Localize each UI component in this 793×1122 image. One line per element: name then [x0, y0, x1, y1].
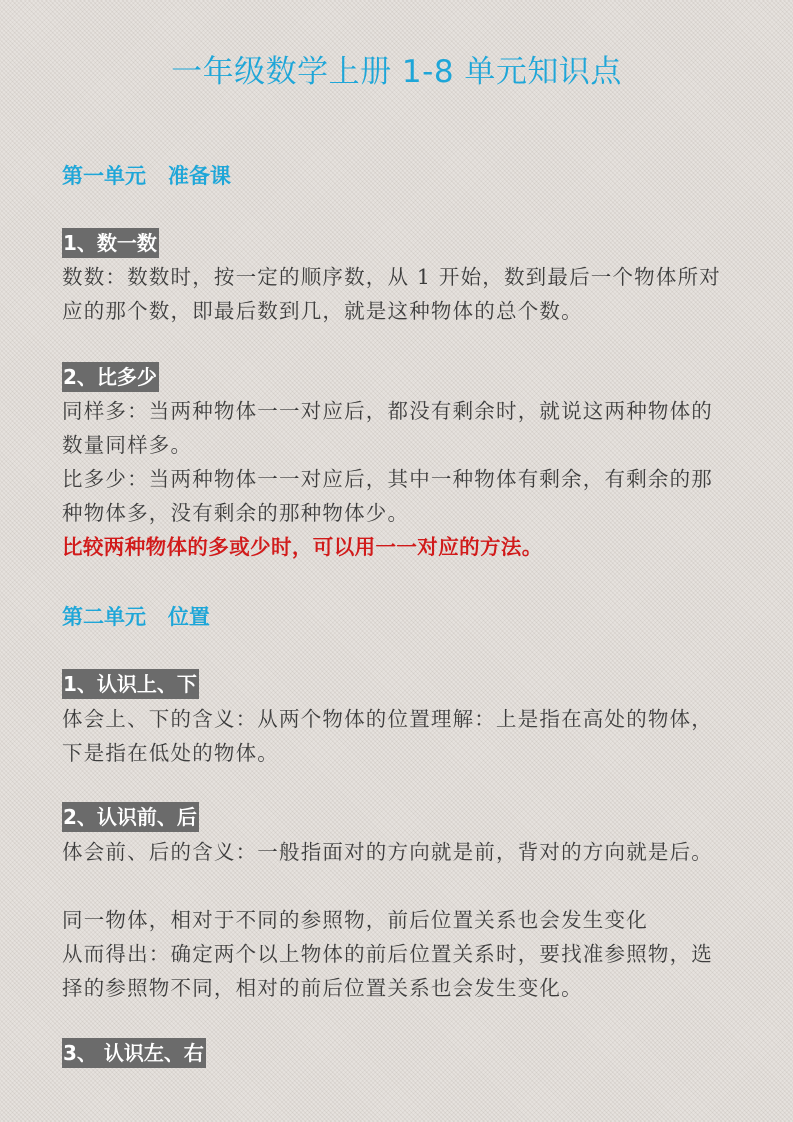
section-2-1-heading: 1、认识上、下: [62, 669, 199, 699]
section-1-1-paragraph: 数数：数数时，按一定的顺序数，从 1 开始，数到最后一个物体所对应的那个数，即最后数到几，就是这种物体的总个数。: [62, 265, 721, 323]
unit-1-heading: 第一单元 准备课: [62, 164, 231, 188]
unit-2-heading: 第二单元 位置: [62, 605, 210, 629]
section-2-2-paragraph-reference: 同一物体，相对于不同的参照物，前后位置关系也会发生变化: [62, 908, 648, 932]
section-2-2-paragraph-conclusion: 从而得出：确定两个以上物体的前后位置关系时，要找准参照物，选择的参照物不同，相对的前后位置关系也会发生变化。: [62, 942, 713, 1000]
section-2-1-paragraph: 体会上、下的含义：从两个物体的位置理解：上是指在高处的物体，下是指在低处的物体。: [62, 707, 713, 765]
section-2-2-paragraph-meaning: 体会前、后的含义：一般指面对的方向就是前，背对的方向就是后。: [62, 840, 713, 864]
section-1-2-highlight: 比较两种物体的多或少时，可以用一一对应的方法。: [62, 535, 543, 559]
section-1-1-heading: 1、数一数: [62, 228, 159, 258]
section-2-2-heading: 2、认识前、后: [62, 802, 199, 832]
document-title: 一年级数学上册 1-8 单元知识点: [171, 54, 622, 90]
section-1-2-heading: 2、比多少: [62, 362, 159, 392]
section-2-3-heading: 3、 认识左、右: [62, 1038, 206, 1068]
section-1-2-paragraph-compare: 比多少：当两种物体一一对应后，其中一种物体有剩余，有剩余的那种物体多，没有剩余的那种物体少。: [62, 467, 713, 525]
section-1-2-paragraph-same: 同样多：当两种物体一一对应后，都没有剩余时，就说这两种物体的数量同样多。: [62, 399, 713, 457]
